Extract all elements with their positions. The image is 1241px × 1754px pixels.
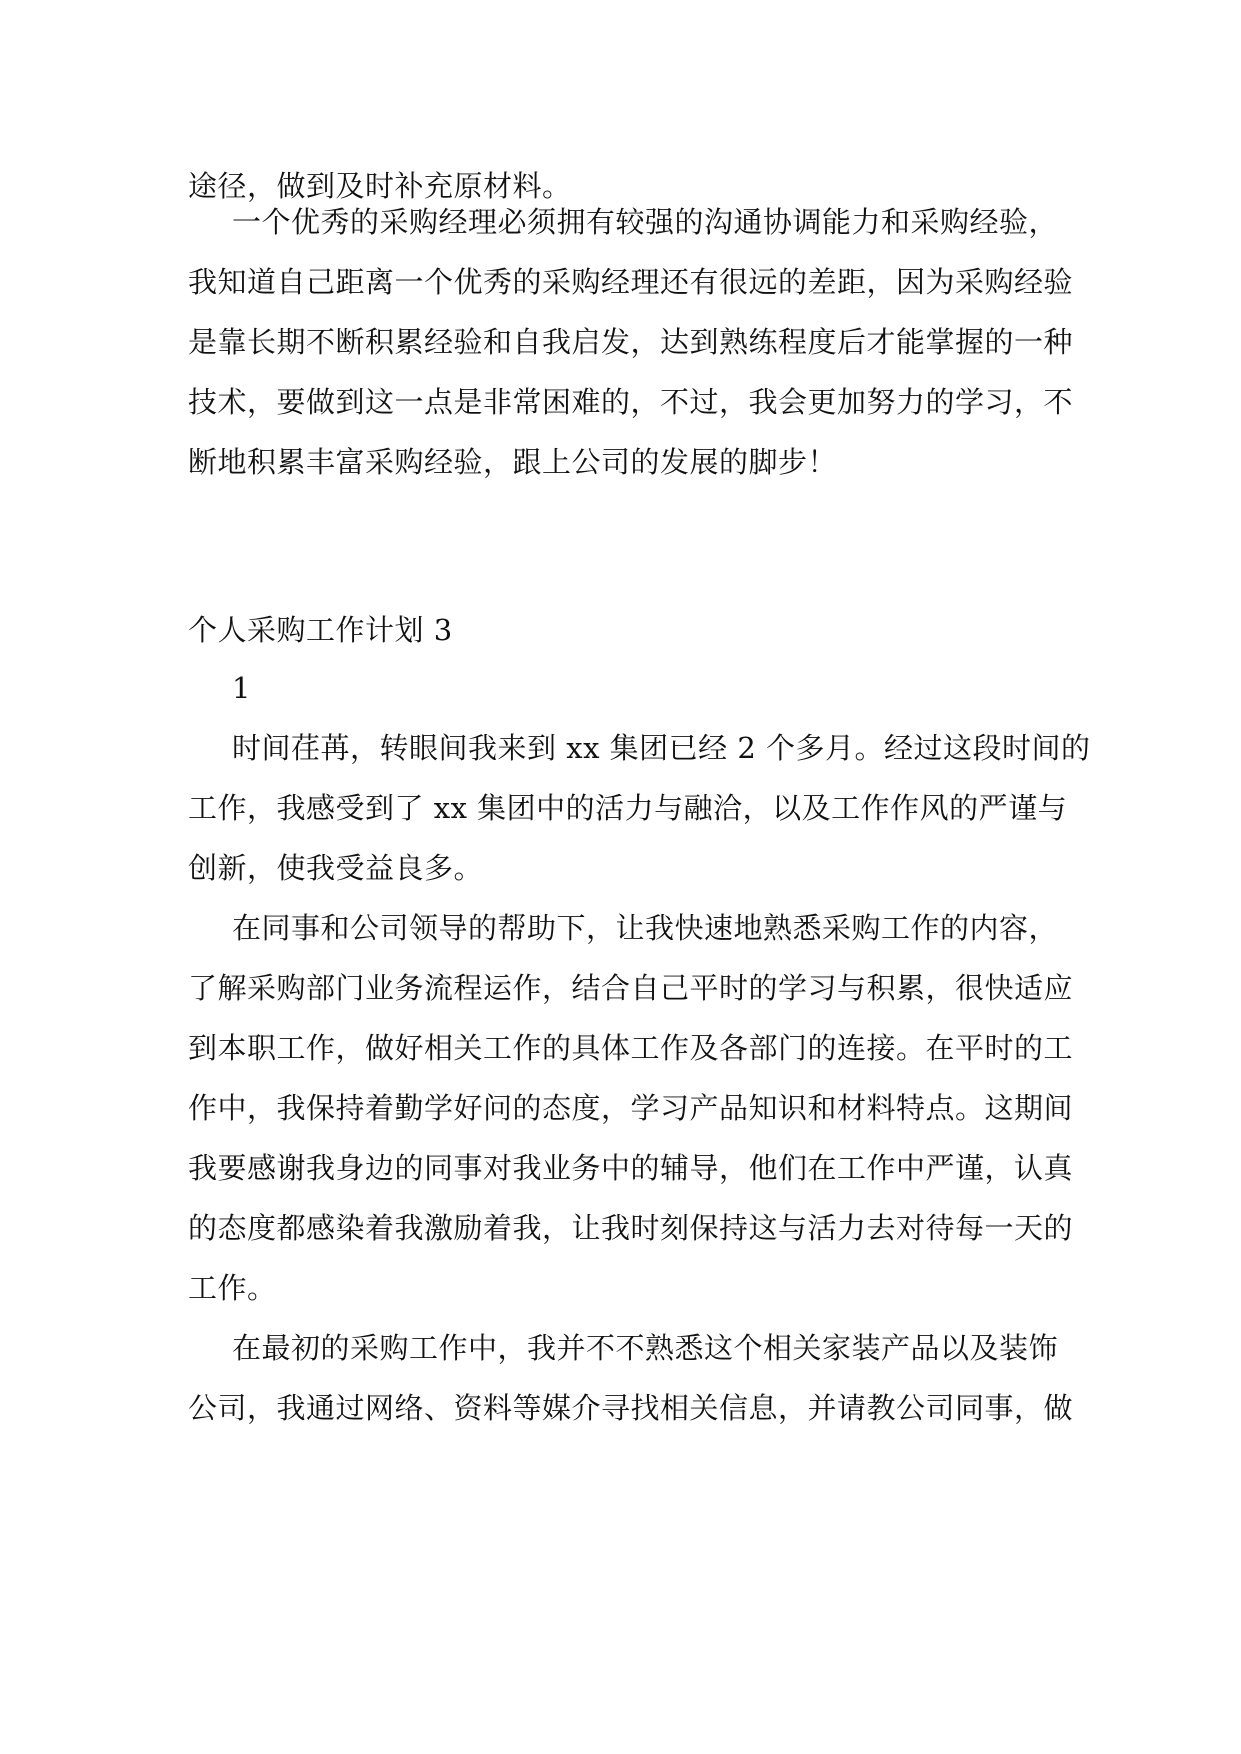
text-line: 途径，做到及时补充原材料。 bbox=[188, 169, 572, 203]
text-line: 是靠长期不断积累经验和自我启发，达到熟练程度后才能掌握的一种 bbox=[188, 325, 1074, 359]
paragraph-start-line: 时间荏苒，转眼间我来到 xx 集团已经 2 个多月。经过这段时间的 bbox=[232, 731, 1091, 765]
section-heading: 个人采购工作计划 3 bbox=[188, 613, 453, 647]
text-line: 工作。 bbox=[188, 1271, 277, 1305]
text-line: 我知道自己距离一个优秀的采购经理还有很远的差距，因为采购经验 bbox=[188, 265, 1074, 299]
text-line: 技术，要做到这一点是非常困难的，不过，我会更加努力的学习，不 bbox=[188, 385, 1074, 419]
text-line: 到本职工作，做好相关工作的具体工作及各部门的连接。在平时的工 bbox=[188, 1031, 1074, 1065]
paragraph-start-line: 在最初的采购工作中，我并不不熟悉这个相关家装产品以及装饰 bbox=[232, 1331, 1059, 1365]
text-line: 断地积累丰富采购经验，跟上公司的发展的脚步！ bbox=[188, 445, 838, 479]
text-line: 我要感谢我身边的同事对我业务中的辅导，他们在工作中严谨，认真 bbox=[188, 1151, 1074, 1185]
text-line: 工作，我感受到了 xx 集团中的活力与融洽，以及工作作风的严谨与 bbox=[188, 791, 1068, 825]
text-line: 了解采购部门业务流程运作，结合自己平时的学习与积累，很快适应 bbox=[188, 971, 1074, 1005]
section-number: 1 bbox=[232, 671, 251, 705]
text-line: 的态度都感染着我激励着我，让我时刻保持这与活力去对待每一天的 bbox=[188, 1211, 1074, 1245]
paragraph-start-line: 在同事和公司领导的帮助下，让我快速地熟悉采购工作的内容， bbox=[232, 911, 1059, 945]
text-line: 公司，我通过网络、资料等媒介寻找相关信息，并请教公司同事，做 bbox=[188, 1391, 1074, 1425]
paragraph-start-line: 一个优秀的采购经理必须拥有较强的沟通协调能力和采购经验， bbox=[232, 205, 1059, 239]
text-line: 作中，我保持着勤学好问的态度，学习产品知识和材料特点。这期间 bbox=[188, 1091, 1074, 1125]
text-line: 创新，使我受益良多。 bbox=[188, 851, 484, 885]
